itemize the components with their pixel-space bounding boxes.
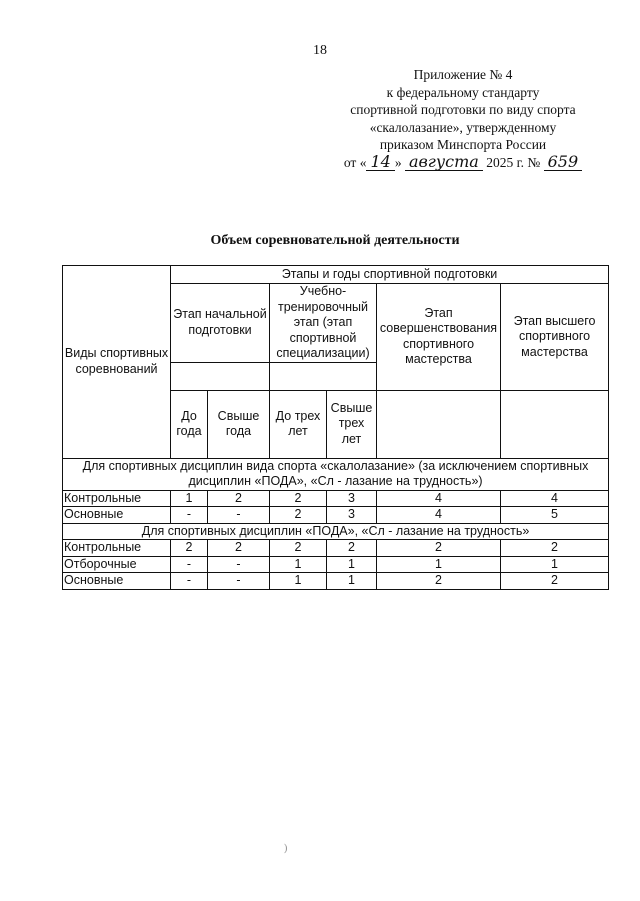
pen-mark: ) [284,843,288,854]
stage-initial-header: Этап начальной подготовки [171,284,270,363]
table-cell: 4 [501,490,609,507]
table-cell: 1 [327,556,377,573]
page-number: 18 [313,43,327,58]
table-cell: 2 [377,540,501,557]
date-mid: » [394,154,402,170]
table-cell: 5 [501,507,609,524]
row-label: Основные [63,507,171,524]
row-label: Основные [63,573,171,590]
table-cell: - [208,507,270,524]
row-header: Виды спортивных соревнований [63,266,171,459]
document-title: Объем соревновательной деятельности [210,233,460,248]
stage-improvement-spacer [377,390,501,458]
table-cell: 1 [171,490,208,507]
table-cell: - [171,556,208,573]
order-date-line [318,151,608,172]
table-cell: 2 [208,490,270,507]
table-row [63,490,609,507]
competition-volume-table [62,265,609,590]
date-month: августа [405,154,483,171]
date-prefix: от « [343,154,367,170]
stage-initial-spacer [171,362,270,390]
appendix-line: Приложение № 4 [413,67,513,82]
table-row [63,507,609,524]
table-cell: 1 [377,556,501,573]
date-day: 14 [366,154,394,171]
row-label: Отборочные [63,556,171,573]
table-cell: 4 [377,507,501,524]
table-cell: 4 [377,490,501,507]
table-cell: 2 [270,490,327,507]
table-cell: 2 [501,540,609,557]
stage-highest-header: Этап высшего спортивного мастерства [501,284,609,391]
table-cell: 1 [501,556,609,573]
table-row [63,556,609,573]
table-cell: - [208,573,270,590]
sub-up-to-three: До трех лет [270,390,327,458]
date-year: 2025 г. № [486,154,541,170]
table-cell: 3 [327,507,377,524]
table-row [63,540,609,557]
table-cell: 1 [270,556,327,573]
stages-header: Этапы и годы спортивной подготовки [171,266,609,284]
sub-over-year: Свыше года [208,390,270,458]
stage-training-spacer [270,362,377,390]
order-number: 659 [544,154,583,171]
table-cell: 1 [270,573,327,590]
appendix-line: спортивной подготовки по виду спорта [350,102,576,117]
table-cell: 2 [270,507,327,524]
table-cell: - [171,573,208,590]
table-cell: 2 [377,573,501,590]
stage-improvement-header: Этап совершенствования спортивного мастерства [377,284,501,391]
table-cell: - [171,507,208,524]
section-header-poda: Для спортивных дисциплин «ПОДА», «Сл - лазание на трудность» [63,523,609,540]
sub-over-three: Свыше трех лет [327,390,377,458]
row-label: Контрольные [63,490,171,507]
appendix-line: «скалолазание», утвержденному [369,119,557,135]
appendix-line: к федеральному стандарту [386,84,540,100]
table-cell: 3 [327,490,377,507]
sub-up-to-year: До года [171,390,208,458]
appendix-header [318,66,608,171]
table-cell: 2 [501,573,609,590]
appendix-line: приказом Минспорта России [379,137,547,152]
stage-highest-spacer [501,390,609,458]
row-label: Контрольные [63,540,171,557]
table-cell: 2 [208,540,270,557]
table-row [63,573,609,590]
section-header-general: Для спортивных дисциплин вида спорта «скалолазание» (за исключением спортивных дисциплин «ПОДА», «Сл - лазание на трудность») [63,458,609,490]
table-cell: 2 [171,540,208,557]
table-cell: 1 [327,573,377,590]
table-cell: - [208,556,270,573]
table-cell: 2 [270,540,327,557]
stage-training-header: Учебно-тренировочный этап (этап спортивной специализации) [270,284,377,363]
table-cell: 2 [327,540,377,557]
